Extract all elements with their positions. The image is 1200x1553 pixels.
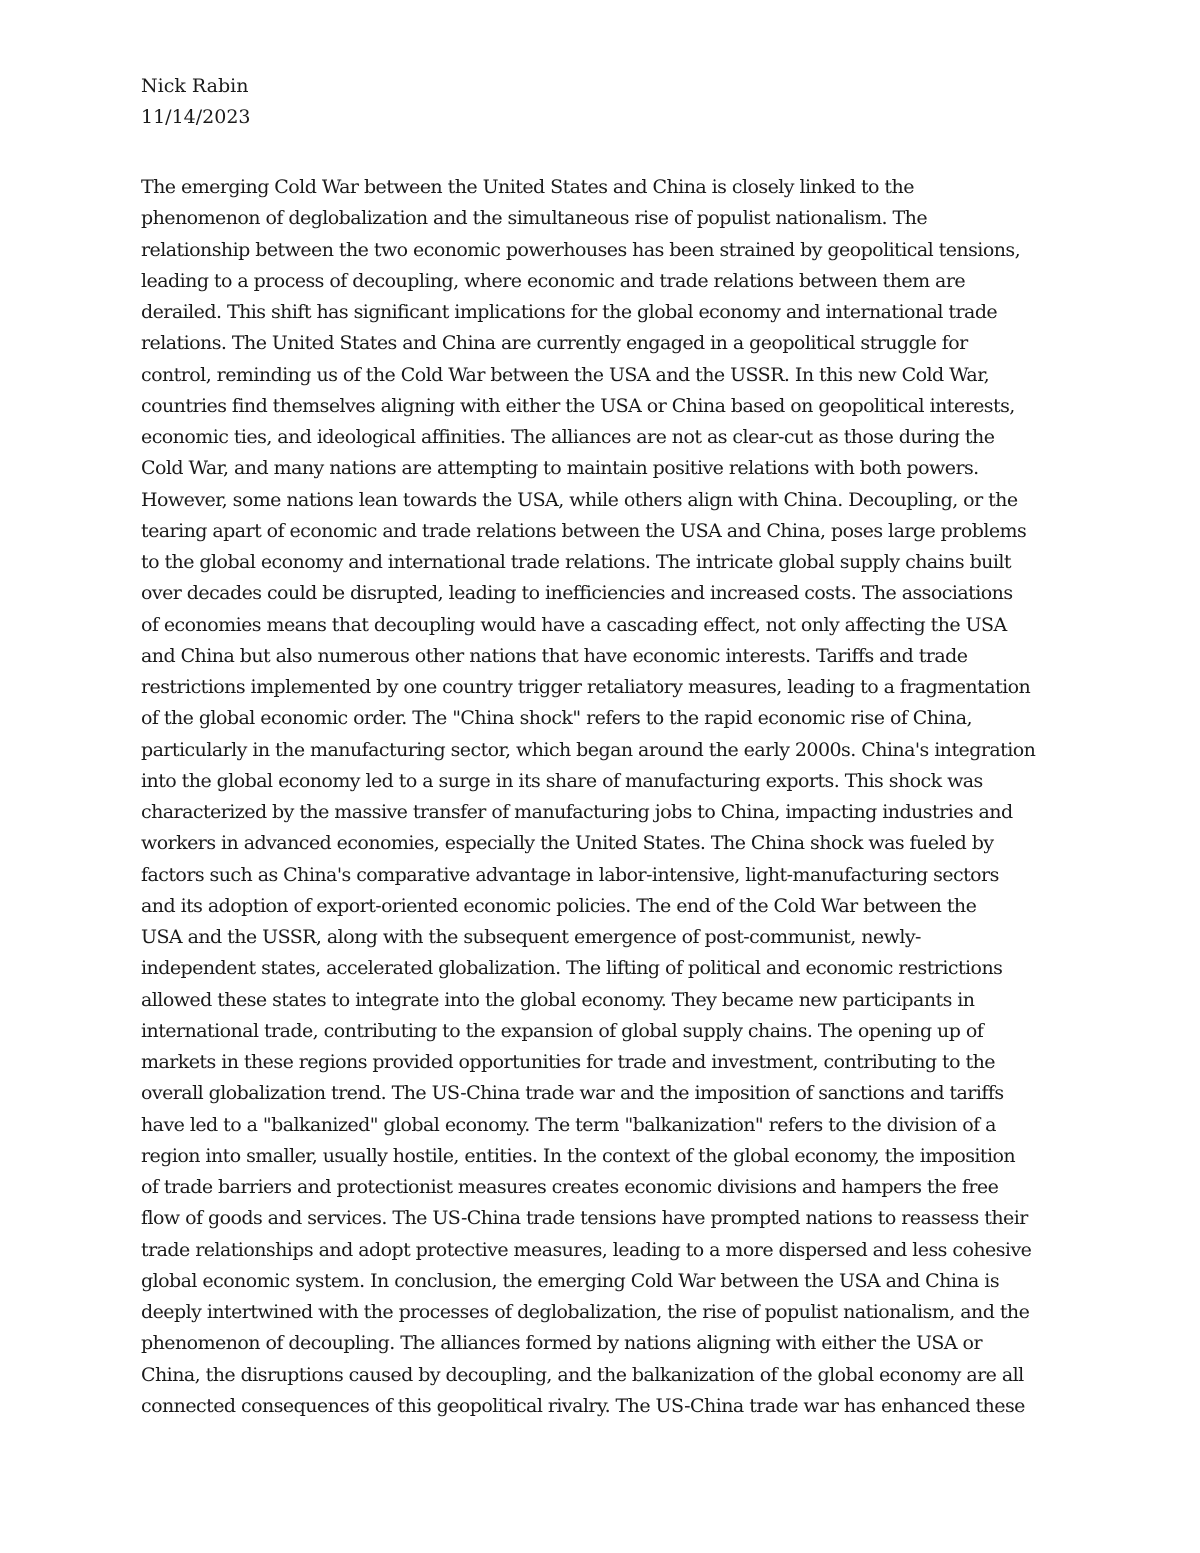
essay-body <box>141 172 1066 1422</box>
body-line: phenomenon of deglobalization and the simultaneous rise of populist nationalism. The <box>141 207 928 230</box>
body-line: to the global economy and international trade relations. The intricate global supply chains built <box>141 551 1012 573</box>
body-line: leading to a process of decoupling, where economic and trade relations between them are <box>141 269 966 292</box>
body-line: have led to a "balkanized" global economy. The term "balkanization" refers to the division of a <box>141 1113 996 1136</box>
body-line: and China but also numerous other nations that have economic interests. Tariffs and trade <box>141 644 968 667</box>
body-line: of economies means that decoupling would have a cascading effect, not only affecting the USA <box>141 613 1007 636</box>
body-line: allowed these states to integrate into the global economy. They became new participants in <box>141 988 975 1011</box>
body-line: independent states, accelerated globalization. The lifting of political and economic restrictions <box>141 957 1003 980</box>
body-line: into the global economy led to a surge in its share of manufacturing exports. This shock was <box>141 769 983 792</box>
body-line: control, reminding us of the Cold War between the USA and the USSR. In this new Cold War, <box>141 363 990 386</box>
body-line: derailed. This shift has significant implications for the global economy and international trade <box>141 301 998 323</box>
body-line: particularly in the manufacturing sector, which began around the early 2000s. China's integration <box>141 738 1036 761</box>
body-line: workers in advanced economies, especially the United States. The China shock was fueled by <box>141 832 994 855</box>
body-line: overall globalization trend. The US-China trade war and the imposition of sanctions and tariffs <box>141 1082 1004 1105</box>
body-line: relationship between the two economic powerhouses has been strained by geopolitical tensions, <box>141 238 1021 261</box>
body-line: economic ties, and ideological affinities. The alliances are not as clear-cut as those during the <box>141 426 995 448</box>
body-line: global economic system. In conclusion, the emerging Cold War between the USA and China is <box>141 1269 1000 1292</box>
body-line: tearing apart of economic and trade relations between the USA and China, poses large problems <box>141 519 1027 542</box>
body-line: characterized by the massive transfer of manufacturing jobs to China, impacting industries and <box>141 801 1013 823</box>
body-line: markets in these regions provided opportunities for trade and investment, contributing to the <box>141 1051 995 1073</box>
body-line: The emerging Cold War between the United States and China is closely linked to the <box>141 176 914 198</box>
body-line: over decades could be disrupted, leading to inefficiencies and increased costs. The associations <box>141 582 1013 605</box>
body-line: Cold War, and many nations are attempting to maintain positive relations with both powers. <box>141 457 979 480</box>
body-line: and its adoption of export-oriented economic policies. The end of the Cold War between the <box>141 894 977 917</box>
author-name: Nick Rabin <box>141 75 249 97</box>
document-date: 11/14/2023 <box>141 106 251 128</box>
body-line: international trade, contributing to the expansion of global supply chains. The opening up of <box>141 1019 984 1042</box>
body-line: However, some nations lean towards the USA, while others align with China. Decoupling, or the <box>141 488 1018 511</box>
body-line: flow of goods and services. The US-China trade tensions have prompted nations to reassess their <box>141 1207 1028 1230</box>
document-header <box>141 71 1066 133</box>
body-line: USA and the USSR, along with the subsequent emergence of post-communist, newly- <box>141 926 921 948</box>
body-line: connected consequences of this geopolitical rivalry. The US-China trade war has enhanced these <box>141 1394 1025 1417</box>
body-line: countries find themselves aligning with either the USA or China based on geopolitical interests, <box>141 394 1015 417</box>
body-line: restrictions implemented by one country trigger retaliatory measures, leading to a fragmentation <box>141 676 1031 698</box>
body-line: deeply intertwined with the processes of deglobalization, the rise of populist nationalism, and the <box>141 1301 1030 1323</box>
body-line: of the global economic order. The "China shock" refers to the rapid economic rise of China, <box>141 707 972 730</box>
body-line: factors such as China's comparative advantage in labor-intensive, light-manufacturing sectors <box>141 863 999 886</box>
body-line: China, the disruptions caused by decoupling, and the balkanization of the global economy are all <box>141 1363 1024 1386</box>
body-line: region into smaller, usually hostile, entities. In the context of the global economy, the imposition <box>141 1144 1016 1167</box>
body-line: relations. The United States and China are currently engaged in a geopolitical struggle for <box>141 332 968 355</box>
body-line: trade relationships and adopt protective measures, leading to a more dispersed and less cohesive <box>141 1238 1032 1261</box>
body-line: of trade barriers and protectionist measures creates economic divisions and hampers the free <box>141 1176 999 1198</box>
body-line: phenomenon of decoupling. The alliances formed by nations aligning with either the USA or <box>141 1332 982 1355</box>
